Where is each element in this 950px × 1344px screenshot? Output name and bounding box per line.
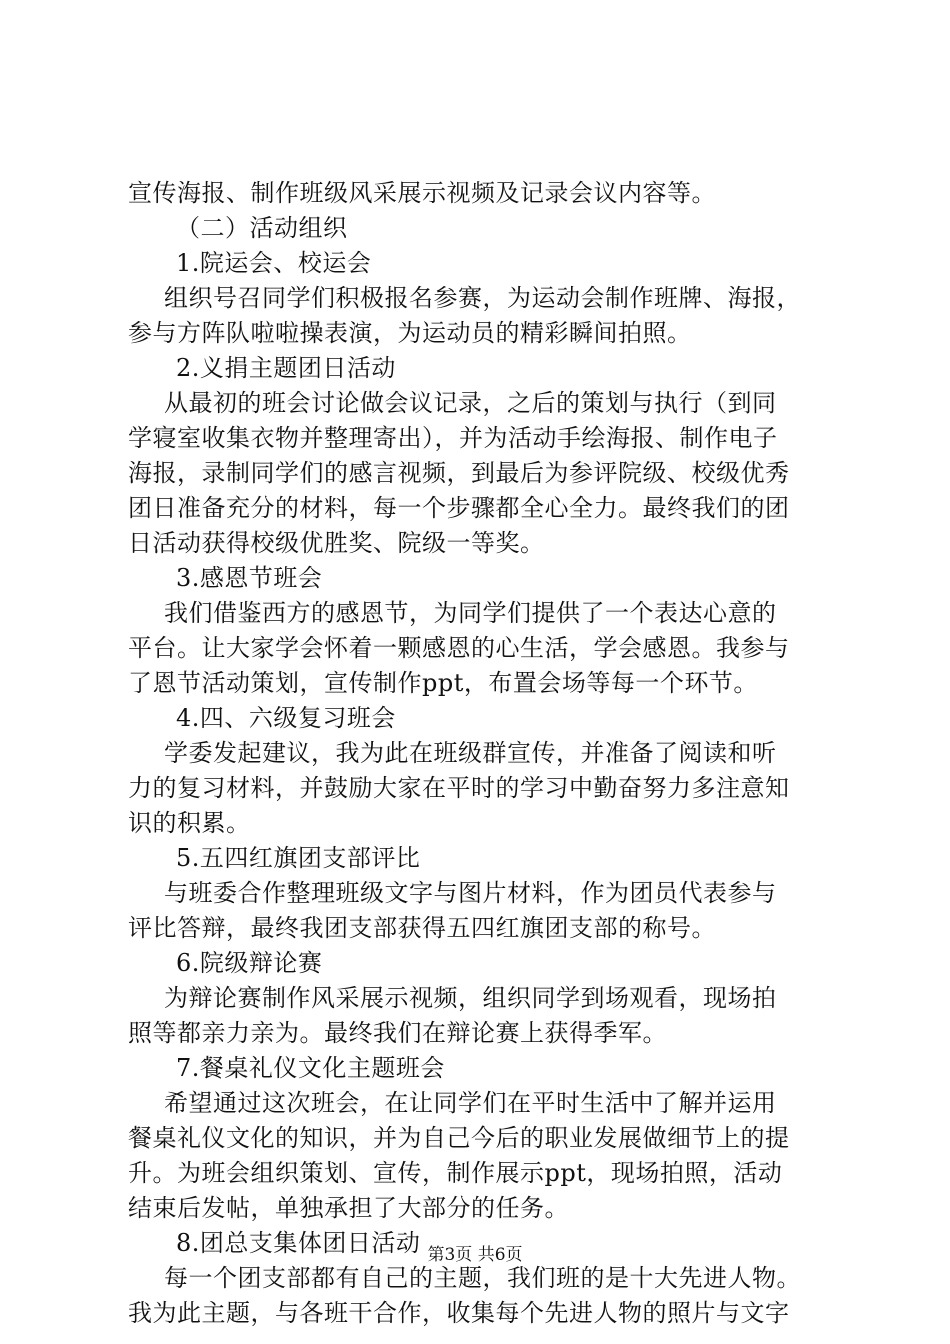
text-line: 餐桌礼仪文化的知识，并为自己今后的职业发展做细节上的提 — [128, 1124, 790, 1152]
text-line: 了恩节活动策划，宣传制作ppt，布置会场等每一个环节。 — [128, 669, 758, 697]
text-line: 4.四、六级复习班会 — [176, 704, 396, 732]
text-line: 5.五四红旗团支部评比 — [176, 844, 421, 872]
text-line: 从最初的班会讨论做会议记录，之后的策划与执行（到同 — [164, 389, 777, 417]
text-line: 为辩论赛制作风采展示视频，组织同学到场观看，现场拍 — [164, 984, 777, 1012]
text-line: 8.团总支集体团日活动 — [176, 1229, 421, 1257]
text-line: 照等都亲力亲为。最终我们在辩论赛上获得季军。 — [128, 1019, 667, 1047]
text-line: 学委发起建议，我为此在班级群宣传，并准备了阅读和听 — [164, 739, 777, 767]
text-line: 每一个团支部都有自己的主题，我们班的是十大先进人物。 — [164, 1264, 801, 1292]
text-line: 我们借鉴西方的感恩节，为同学们提供了一个表达心意的 — [164, 599, 777, 627]
text-line: 宣传海报、制作班级风采展示视频及记录会议内容等。 — [128, 179, 716, 207]
text-line: 2.义捐主题团日活动 — [176, 354, 396, 382]
text-line: （二）活动组织 — [176, 214, 348, 242]
text-line: 与班委合作整理班级文字与图片材料，作为团员代表参与 — [164, 879, 777, 907]
text-line: 结束后发帖，单独承担了大部分的任务。 — [128, 1194, 569, 1222]
text-line: 识的积累。 — [128, 809, 251, 837]
text-line: 我为此主题，与各班干合作，收集每个先进人物的照片与文字 — [128, 1299, 790, 1327]
text-line: 升。为班会组织策划、宣传，制作展示ppt，现场拍照，活动 — [128, 1159, 783, 1187]
text-line: 海报，录制同学们的感言视频，到最后为参评院级、校级优秀 — [128, 459, 790, 487]
text-line: 6.院级辩论赛 — [176, 949, 323, 977]
text-line: 学寝室收集衣物并整理寄出），并为活动手绘海报、制作电子 — [128, 424, 778, 452]
text-line: 组织号召同学们积极报名参赛，为运动会制作班牌、海报， — [164, 284, 801, 312]
text-line: 力的复习材料，并鼓励大家在平时的学习中勤奋努力多注意知 — [128, 774, 790, 802]
text-line: 3.感恩节班会 — [176, 564, 323, 592]
text-line: 平台。让大家学会怀着一颗感恩的心生活，学会感恩。我参与 — [128, 634, 790, 662]
text-line: 1.院运会、校运会 — [176, 249, 372, 277]
document-body — [128, 176, 828, 1331]
text-line: 团日准备充分的材料，每一个步骤都全心全力。最终我们的团 — [128, 494, 790, 522]
text-line: 参与方阵队啦啦操表演，为运动员的精彩瞬间拍照。 — [128, 319, 692, 347]
text-line: 希望通过这次班会，在让同学们在平时生活中了解并运用 — [164, 1089, 777, 1117]
text-line: 7.餐桌礼仪文化主题班会 — [176, 1054, 445, 1082]
text-line: 评比答辩，最终我团支部获得五四红旗团支部的称号。 — [128, 914, 716, 942]
text-line: 日活动获得校级优胜奖、院级一等奖。 — [128, 529, 545, 557]
page-footer: 第3页 共6页 — [427, 1245, 523, 1265]
